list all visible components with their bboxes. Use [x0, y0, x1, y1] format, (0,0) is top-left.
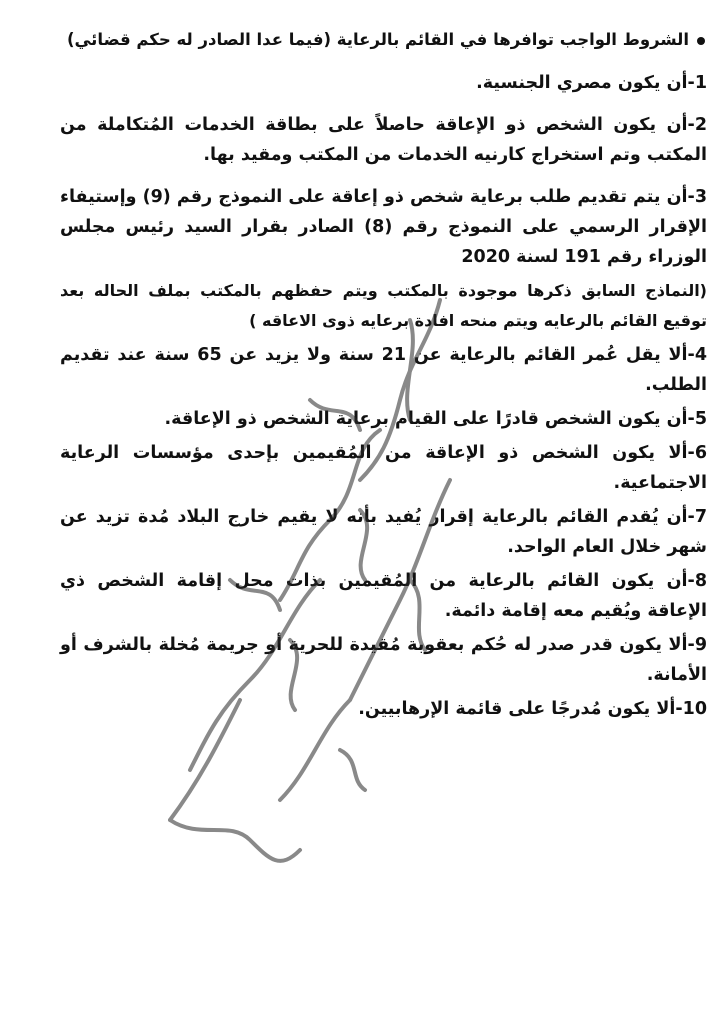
- condition-item-4: 4-ألا يقل عُمر القائم بالرعاية عن 21 سنة ولا يزيد عن 65 سنة عند تقديم الطلب.: [60, 345, 707, 395]
- condition-item-5: 5-أن يكون الشخص قادرًا على القيام برعاية الشخص ذو الإعاقة.: [164, 409, 707, 429]
- forms-note: (النماذج السابق ذكرها موجودة بالمكتب ويتم حفظهم بالمكتب بملف الحاله بعد توقيع القائم بالرعايه ويتم منحه افادة برعايه ذوى الاعاقه ): [60, 281, 707, 330]
- conditions-heading: [60, 26, 707, 54]
- document-page: [60, 26, 707, 728]
- condition-item-9: 9-ألا يكون قدر صدر له حُكم بعقوبة مُقيدة للحرية أو جريمة مُخلة بالشرف أو الأمانة.: [60, 635, 707, 685]
- condition-item-6: 6-ألا يكون الشخص ذو الإعاقة من المُقيمين بإحدى مؤسسات الرعاية الاجتماعية.: [60, 443, 707, 493]
- condition-item-8: 8-أن يكون القائم بالرعاية من المُقيمين بذات محل إقامة الشخص ذي الإعاقة ويُقيم معه إقامة دائمة.: [60, 571, 707, 621]
- bullet-icon: [697, 37, 705, 45]
- condition-item-2: 2-أن يكون الشخص ذو الإعاقة حاصلاً على بطاقة الخدمات المُتكاملة من المكتب وتم استخراج كارنيه الخدمات من المكتب ومقيد بها.: [60, 115, 707, 165]
- condition-item-7: 7-أن يُقدم القائم بالرعاية إقرار يُفيد بأنه لا يقيم خارج البلاد مُدة تزيد عن شهر خلال العام الواحد.: [60, 507, 707, 557]
- condition-item-3: 3-أن يتم تقديم طلب برعاية شخص ذو إعاقة على النموذج رقم (9) وإستيفاء الإقرار الرسمي على النموذج رقم (8) الصادر بقرار السيد رئيس مجلس الوزراء رقم 191 لسنة 2020: [60, 187, 708, 267]
- condition-item-10: 10-ألا يكون مُدرجًا على قائمة الإرهابيين.: [358, 699, 707, 719]
- heading-text: الشروط الواجب توافرها في القائم بالرعاية (فيما عدا الصادر له حكم قضائي): [66, 30, 689, 49]
- condition-item-1: 1-أن يكون مصري الجنسية.: [476, 73, 707, 93]
